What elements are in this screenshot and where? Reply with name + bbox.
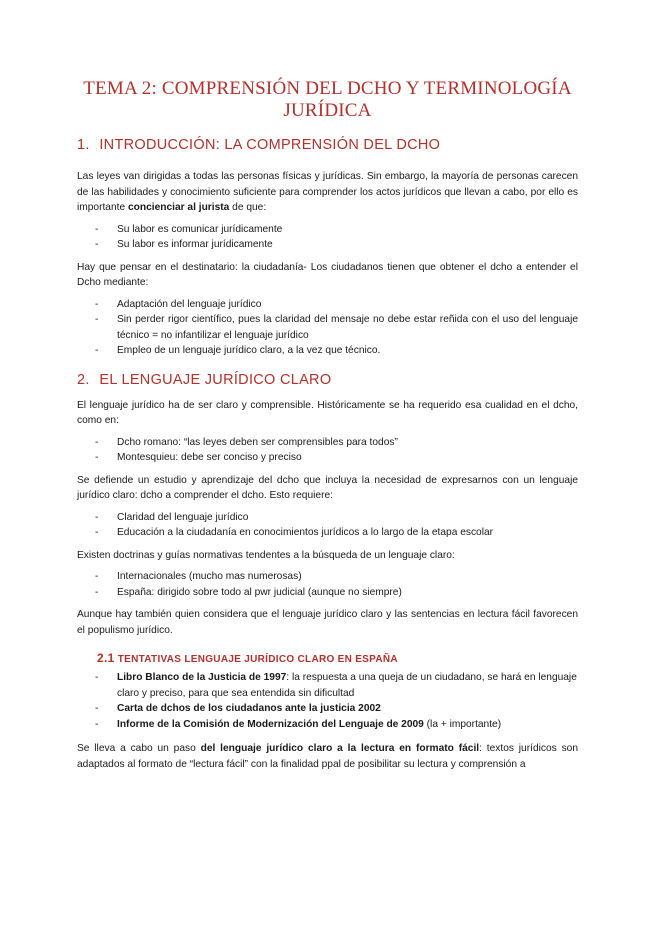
- section-2-paragraph-3: Existen doctrinas y guías normativas tendentes a la búsqueda de un lenguaje claro:: [77, 549, 455, 561]
- section-2-list-3: [77, 569, 578, 600]
- list-item: [77, 717, 578, 733]
- section-1-paragraph-1: [77, 169, 578, 216]
- subsection-2-1-paragraph: [77, 741, 578, 772]
- list-item-text: Empleo de un lenguaje jurídico claro, a la vez que técnico.: [117, 345, 381, 356]
- list-item-text: Sin perder rigor científico, pues la claridad del mensaje no debe estar reñida con el uso del lenguaje técnico = no infantilizar el lenguaje jurídico: [117, 314, 578, 341]
- list-item: [77, 569, 578, 585]
- dash-bullet: -: [95, 527, 99, 538]
- dash-bullet: -: [95, 436, 99, 448]
- dash-bullet: -: [95, 703, 99, 714]
- list-item: [77, 701, 578, 717]
- text-run: Se lleva a cabo un paso: [77, 743, 201, 754]
- list-item: [77, 312, 578, 343]
- list-item: [77, 525, 578, 541]
- list-item-text: : la respuesta a una queja de un ciudadano, se hará en lenguaje claro y preciso, para que sea entendida sin dificultad: [117, 672, 577, 699]
- section-1-heading: [77, 136, 578, 154]
- bold-text: Informe de la Comisión de Modernización del Lenguaje de 2009: [117, 718, 424, 730]
- bold-text: Libro Blanco de la Justicia de 1997: [117, 672, 287, 683]
- list-item-text: Internacionales (mucho mas numerosas): [117, 571, 302, 582]
- list-item-text: (la + importante): [423, 718, 502, 730]
- page-title: TEMA 2: COMPRENSIÓN DEL DCHO Y TERMINOLOGÍA JURÍDICA: [83, 78, 572, 121]
- list-item-text: Dcho romano: “las leyes deben ser comprensibles para todos”: [117, 436, 398, 448]
- section-2-paragraph-4: Aunque hay también quien considera que el lenguaje jurídico claro y las sentencias en lectura fácil favorecen el populismo jurídico.: [77, 609, 578, 636]
- section-2-paragraph-1: El lenguaje jurídico ha de ser claro y comprensible. Históricamente se ha requerido esa cualidad en el dcho, como en:: [77, 399, 578, 426]
- dash-bullet: -: [95, 239, 99, 250]
- dash-bullet: -: [95, 571, 99, 582]
- section-2-heading: [77, 371, 578, 389]
- list-item: [77, 237, 578, 253]
- subsection-2-1-heading: [97, 651, 578, 667]
- section-1-title: INTRODUCCIÓN: LA COMPRENSIÓN DEL DCHO: [99, 137, 441, 153]
- list-item: [77, 222, 578, 238]
- bold-text: concienciar al jurista: [127, 202, 230, 213]
- section-2-title: EL LENGUAJE JURÍDICO CLARO: [99, 371, 332, 388]
- dash-bullet: -: [95, 586, 99, 598]
- list-item: [77, 450, 578, 466]
- list-item: [77, 297, 578, 313]
- section-2-list-1: [77, 435, 578, 466]
- list-item-text: Su labor es informar jurídicamente: [117, 239, 273, 250]
- bold-text: del lenguaje jurídico claro a la lectura en formato fácil: [200, 743, 480, 754]
- list-item-text: España: dirigido sobre todo al pwr judicial (aunque no siempre): [117, 586, 402, 598]
- dash-bullet: -: [95, 718, 99, 730]
- dash-bullet: -: [95, 298, 99, 310]
- dash-bullet: -: [95, 452, 99, 463]
- dash-bullet: -: [95, 223, 99, 235]
- subsection-2-1-list: [77, 670, 578, 732]
- text-run: : textos jurídicos son adaptados al formato de “lectura fácil” con la finalidad ppal de posibilitar su lectura y comprensión a: [77, 743, 578, 770]
- document-page: [0, 78, 655, 926]
- list-item: [77, 435, 578, 451]
- subsection-2-1-title: TENTATIVAS LENGUAJE JURÍDICO CLARO EN ESPAÑA: [117, 654, 398, 665]
- section-1-list-1: [77, 222, 578, 253]
- section-2-list-2: [77, 510, 578, 541]
- list-item: [77, 670, 578, 701]
- dash-bullet: -: [95, 345, 99, 356]
- list-item: [77, 585, 578, 601]
- dash-bullet: -: [95, 511, 99, 523]
- section-2-number: 2.: [77, 371, 90, 388]
- list-item: [77, 343, 578, 359]
- list-item-text: Montesquieu: debe ser conciso y preciso: [117, 452, 302, 463]
- list-item-text: Su labor es comunicar jurídicamente: [117, 223, 283, 235]
- list-item-text: Adaptación del lenguaje jurídico: [117, 298, 262, 310]
- dash-bullet: -: [95, 672, 99, 683]
- list-item-text: Educación a la ciudadanía en conocimientos jurídicos a lo largo de la etapa escolar: [117, 527, 494, 538]
- section-1-paragraph-2: Hay que pensar en el destinatario: la ciudadanía- Los ciudadanos tienen que obtener el dcho a entender el Dcho mediante:: [77, 261, 578, 288]
- list-item: [77, 510, 578, 526]
- list-item-text: Claridad del lenguaje jurídico: [117, 511, 249, 523]
- bold-text: Carta de dchos de los ciudadanos ante la justicia 2002: [117, 703, 381, 714]
- subsection-2-1-number: 2.1: [97, 651, 115, 665]
- section-2-paragraph-2: Se defiende un estudio y aprendizaje del dcho que incluya la necesidad de expresarnos con un lenguaje jurídico claro: dcho a comprender el dcho. Esto requiere:: [77, 474, 578, 501]
- text-run: de que:: [229, 202, 267, 213]
- dash-bullet: -: [95, 314, 99, 325]
- section-1-list-2: [77, 297, 578, 359]
- text-run: Las leyes van dirigidas a todas las personas físicas y jurídicas. Sin embargo, la mayoría de personas carecen de las habilidades y conocimiento suficiente para comprender los actos jurídicos que llevan a cabo, por ello es importante: [77, 171, 578, 213]
- section-1-number: 1.: [77, 137, 90, 153]
